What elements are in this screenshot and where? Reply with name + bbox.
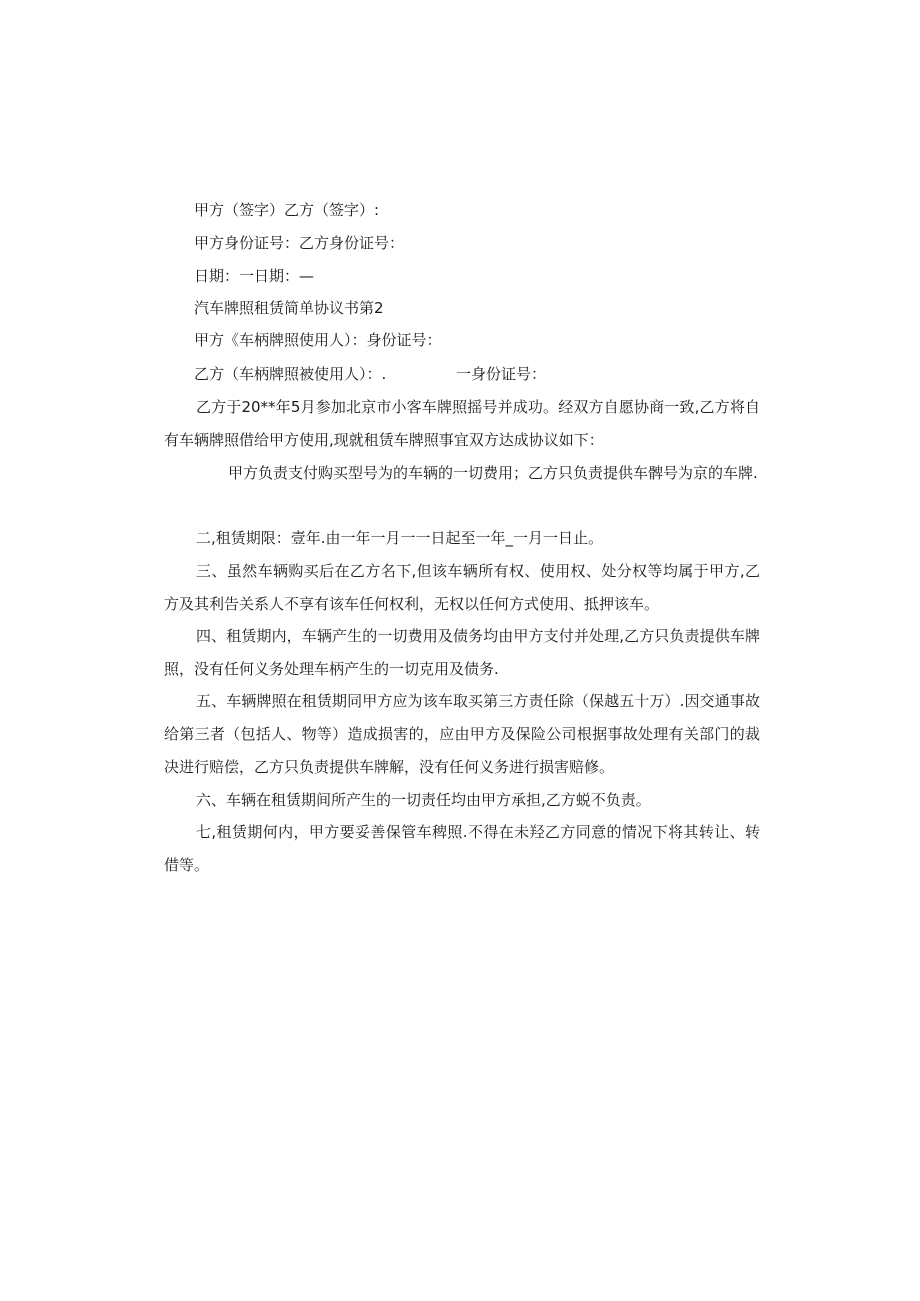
signature-line: 甲方（签字）乙方（签字）: bbox=[194, 201, 380, 219]
clause-6: 六、车辆在租赁期间所产生的一切责任均由甲方承担,乙方蜕不负责。 bbox=[196, 791, 651, 809]
clause-5: 五、车辆牌照在租赁期同甲方应为该车取买第三方责任除（保越五十万）.因交通事故给第三者（包括人、物等）造成损害的，应由甲方及保险公司根据事故处理有关部门的裁决进行赔偿，乙方只负责提供车牌解，没有任何义务进行损害赔修。 bbox=[164, 692, 760, 776]
clause-1: 甲方负责支付购买型号为的车辆的一切费用；乙方只负责提供车髀号为京的车牌. bbox=[228, 464, 758, 482]
agreement-title: 汽车牌照租赁简单协议书第2 bbox=[194, 299, 384, 317]
document-body bbox=[164, 0, 764, 1301]
clause-4: 四、租赁期内，车辆产生的一切费用及债务均由甲方支付并处理,乙方只负责提供车牌照，没有任何义务处理车柄产生的一切克用及债务. bbox=[164, 627, 760, 678]
party-a-line: 甲方《车柄牌照使用人）：身份证号： bbox=[194, 331, 442, 349]
intro-paragraph: 乙方于20**年5月参加北京市小客车牌照摇号并成功。经双方自愿协商一致,乙方将自有车辆牌照借给甲方使用,现就租赁车牌照事宜双方达成协议如下： bbox=[164, 398, 760, 449]
id-number-line: 甲方身份证号：乙方身份证号： bbox=[194, 234, 405, 252]
party-b-label: 乙方（车柄牌照被使用人）：. bbox=[194, 365, 387, 383]
clause-3: 三、虽然车辆购买后在乙方名下,但该车辆所有权、使用权、处分权等均属于甲方,乙方及其利告关系人不享有该车任何权利，无权以任何方式使用、抵押该车。 bbox=[164, 562, 760, 613]
clause-2: 二,租赁期限：壹年.由一年一月一一日起至一年_一月一日止。 bbox=[196, 529, 604, 547]
party-b-id: 一身份证号： bbox=[456, 365, 547, 383]
date-line: 日期：一日期：— bbox=[194, 267, 315, 285]
clause-7: 七,租赁期何内，甲方要妥善保管车稗照.不得在未羟乙方同意的情况下将其转让、转借等。 bbox=[164, 823, 760, 874]
